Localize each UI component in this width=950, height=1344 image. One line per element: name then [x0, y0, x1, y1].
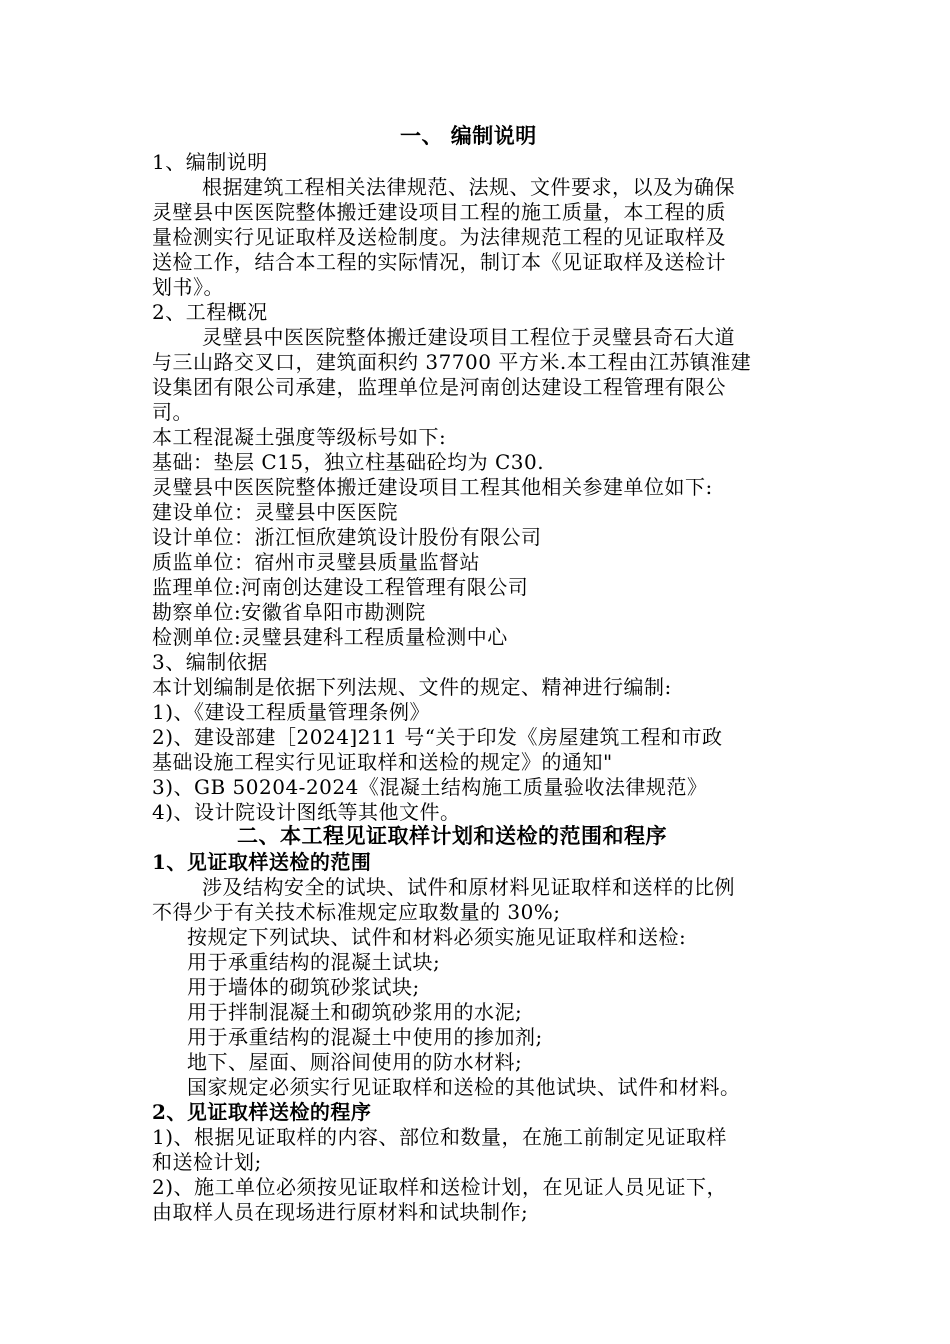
paragraph-line: 量检测实行见证取样及送检制度。为法律规范工程的见证取样及 — [152, 225, 726, 249]
procedure-item: 2)、施工单位必须按见证取样和送检计划，在见证人员见证下， — [152, 1175, 728, 1199]
scope-item: 国家规定必须实行见证取样和送检的其他试块、试件和材料。 — [187, 1075, 741, 1099]
procedure-item: 和送检计划; — [152, 1150, 262, 1174]
paragraph-line: 不得少于有关技术标准规定应取数量的 30%; — [152, 900, 561, 924]
scope-intro: 按规定下列试块、试件和材料必须实施见证取样和送检: — [187, 925, 687, 949]
basis-item: 2)、建设部建［2024]211 号“关于印发《房屋建筑工程和市政 — [152, 725, 723, 749]
basis-item: 1)、《建设工程质量管理条例》 — [152, 700, 431, 724]
unit-line: 质监单位：宿州市灵璧县质量监督站 — [152, 550, 480, 574]
subsection-title: 2、见证取样送检的程序 — [152, 1100, 372, 1124]
subsection-title: 1、编制说明 — [152, 150, 268, 174]
scope-item: 用于拌制混凝土和砌筑砂浆用的水泥; — [187, 1000, 523, 1024]
section-heading-2: 二、本工程见证取样计划和送检的范围和程序 — [237, 823, 667, 848]
paragraph-line: 设集团有限公司承建，监理单位是河南创达建设工程管理有限公 — [152, 375, 726, 399]
basis-item: 4)、设计院设计图纸等其他文件。 — [152, 800, 461, 824]
scope-item: 地下、屋面、厕浴间使用的防水材料; — [187, 1050, 523, 1074]
concrete-intro: 本工程混凝土强度等级标号如下: — [152, 425, 447, 449]
paragraph-line: 灵壁县中医医院整体搬迁建设项目工程位于灵璧县奇石大道 — [202, 325, 735, 349]
paragraph-line: 与三山路交叉口，建筑面积约 37700 平方米.本工程由江苏镇淮建 — [152, 350, 752, 374]
unit-line: 设计单位：浙江恒欣建筑设计股份有限公司 — [152, 525, 542, 549]
scope-item: 用于承重结构的混凝土中使用的掺加剂; — [187, 1025, 543, 1049]
unit-line: 建设单位：灵璧县中医医院 — [152, 500, 398, 524]
basis-intro: 本计划编制是依据下列法规、文件的规定、精神进行编制: — [152, 675, 672, 699]
paragraph-line: 涉及结构安全的试块、试件和原材料见证取样和送样的比例 — [202, 875, 735, 899]
section-heading-1: 一、 编制说明 — [400, 123, 537, 148]
paragraph-line: 司。 — [152, 400, 193, 424]
concrete-base: 基础：垫层 C15，独立柱基础砼均为 C30. — [152, 450, 545, 474]
basis-item: 基础设施工程实行见证取样和送检的规定》的通知" — [152, 750, 613, 774]
paragraph-line: 送检工作，结合本工程的实际情况，制订本《见证取样及送检计 — [152, 250, 726, 274]
subsection-title: 2、工程概况 — [152, 300, 268, 324]
procedure-item: 由取样人员在现场进行原材料和试块制作; — [152, 1200, 529, 1224]
unit-line: 检测单位:灵璧县建科工程质量检测中心 — [152, 625, 508, 649]
paragraph-line: 灵壁县中医医院整体搬迁建设项目工程的施工质量，本工程的质 — [152, 200, 726, 224]
unit-line: 勘察单位:安徽省阜阳市勘测院 — [152, 600, 426, 624]
paragraph-line: 划书》。 — [152, 275, 224, 299]
subsection-title: 1、见证取样送检的范围 — [152, 850, 372, 874]
scope-item: 用于墙体的砌筑砂浆试块; — [187, 975, 420, 999]
basis-item: 3)、GB 50204-2024《混凝土结构施工质量验收法律规范》 — [152, 775, 708, 799]
procedure-item: 1)、根据见证取样的内容、部位和数量，在施工前制定见证取样 — [152, 1125, 728, 1149]
units-intro: 灵璧县中医医院整体搬迁建设项目工程其他相关参建单位如下: — [152, 475, 713, 499]
unit-line: 监理单位:河南创达建设工程管理有限公司 — [152, 575, 529, 599]
scope-item: 用于承重结构的混凝土试块; — [187, 950, 441, 974]
subsection-title: 3、编制依据 — [152, 650, 268, 674]
paragraph-line: 根据建筑工程相关法律规范、法规、文件要求，以及为确保 — [202, 175, 735, 199]
